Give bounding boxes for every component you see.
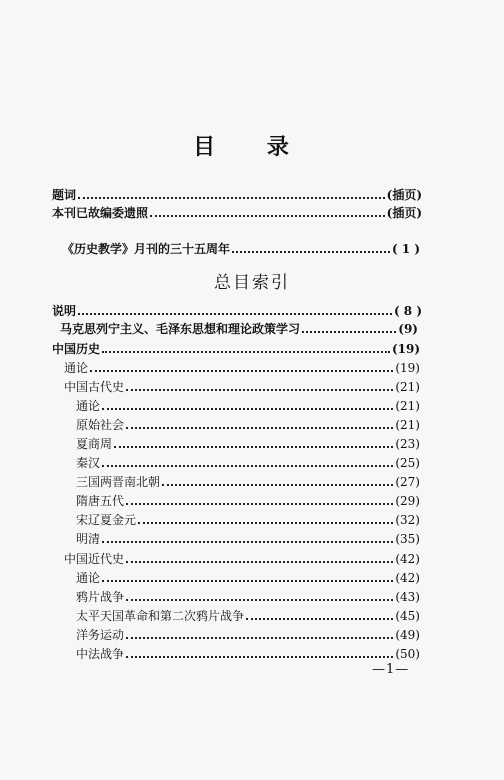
toc-entry-label: 通论 — [76, 571, 101, 585]
leader-dots — [102, 541, 393, 543]
toc-entry-label: 夏商周 — [76, 437, 113, 451]
page-number: —1— — [372, 662, 410, 677]
toc-entry-page: (9) — [398, 322, 418, 336]
toc-entry — [64, 552, 420, 566]
leader-dots — [232, 251, 390, 253]
toc-entry-page: (49) — [395, 628, 420, 642]
toc-entry-label: 马克思列宁主义、毛泽东思想和理论政策学习 — [60, 322, 301, 336]
toc-entry — [60, 322, 418, 336]
toc-entry — [76, 571, 420, 585]
toc-entry-page: ( 8 ) — [393, 304, 422, 318]
section-heading: 总目索引 — [214, 273, 290, 293]
leader-dots — [90, 370, 393, 372]
toc-entry-page: ( 1 ) — [391, 242, 420, 256]
toc-entry-page: (42) — [395, 571, 420, 585]
toc-entry — [64, 361, 420, 375]
leader-dots — [126, 637, 393, 639]
toc-entry — [52, 342, 420, 356]
toc-entry-page: (21) — [395, 380, 420, 394]
leader-dots — [78, 313, 392, 315]
toc-entry-label: 中国古代史 — [64, 380, 125, 394]
toc-entry-label: 《历史教学》月刊的三十五周年 — [62, 242, 231, 256]
toc-entry-label: 本刊已故编委遗照 — [52, 206, 149, 220]
toc-entry-label: 三国两晋南北朝 — [76, 475, 161, 489]
leader-dots — [126, 599, 393, 601]
leader-dots — [126, 427, 393, 429]
toc-entry-label: 中国近代史 — [64, 552, 125, 566]
toc-entry — [76, 628, 420, 642]
leader-dots — [138, 522, 393, 524]
toc-entry — [76, 456, 420, 470]
toc-entry — [76, 475, 420, 489]
leader-dots — [102, 408, 393, 410]
toc-entry — [76, 513, 420, 527]
toc-entry-label: 太平天国革命和第二次鸦片战争 — [76, 609, 245, 623]
toc-entry — [76, 399, 420, 413]
leader-dots — [78, 197, 385, 199]
toc-entry-page: (插页) — [386, 206, 422, 220]
page-title: 目 录 — [193, 134, 311, 160]
toc-entry-page: (插页) — [386, 188, 422, 202]
toc-entry — [76, 532, 420, 546]
leader-dots — [246, 618, 393, 620]
toc-entry-label: 说明 — [52, 304, 77, 318]
leader-dots — [114, 446, 393, 448]
toc-entry-page: (43) — [395, 590, 420, 604]
toc-entry-page: (21) — [395, 418, 420, 432]
toc-entry — [76, 437, 420, 451]
toc-entry-page: (25) — [395, 456, 420, 470]
leader-dots — [126, 389, 393, 391]
toc-entry-page: (21) — [395, 399, 420, 413]
toc-entry — [76, 647, 420, 661]
toc-entry — [52, 188, 422, 202]
toc-entry-page: (23) — [395, 437, 420, 451]
toc-entry-page: (19) — [395, 361, 420, 375]
toc-entry — [62, 242, 420, 256]
toc-entry-page: (27) — [395, 475, 420, 489]
toc-entry — [52, 304, 422, 318]
toc-entry — [76, 590, 420, 604]
leader-dots — [102, 465, 393, 467]
toc-entry-label: 通论 — [76, 399, 101, 413]
leader-dots — [302, 331, 396, 333]
toc-entry-label: 隋唐五代 — [76, 494, 125, 508]
toc-entry-page: (19) — [391, 342, 420, 356]
toc-entry-label: 原始社会 — [76, 418, 125, 432]
toc-entry-page: (35) — [395, 532, 420, 546]
toc-entry-label: 通论 — [64, 361, 89, 375]
toc-entry — [52, 206, 422, 220]
leader-dots — [126, 561, 393, 563]
toc-entry-label: 秦汉 — [76, 456, 101, 470]
leader-dots — [102, 580, 393, 582]
leader-dots — [102, 351, 390, 353]
toc-entry-label: 题词 — [52, 188, 77, 202]
toc-entry-label: 明清 — [76, 532, 101, 546]
toc-entry-label: 洋务运动 — [76, 628, 125, 642]
leader-dots — [126, 503, 393, 505]
leader-dots — [126, 656, 393, 658]
toc-entry-label: 宋辽夏金元 — [76, 513, 137, 527]
toc-entry-page: (42) — [395, 552, 420, 566]
toc-entry — [76, 418, 420, 432]
toc-entry — [76, 494, 420, 508]
leader-dots — [162, 484, 393, 486]
toc-entry-page: (32) — [395, 513, 420, 527]
toc-entry-label: 中国历史 — [52, 342, 101, 356]
toc-entry-label: 鸦片战争 — [76, 590, 125, 604]
toc-entry-page: (45) — [395, 609, 420, 623]
toc-entry — [64, 380, 420, 394]
toc-entry-page: (50) — [395, 647, 420, 661]
toc-entry-label: 中法战争 — [76, 647, 125, 661]
leader-dots — [150, 215, 385, 217]
toc-entry — [76, 609, 420, 623]
toc-entry-page: (29) — [395, 494, 420, 508]
